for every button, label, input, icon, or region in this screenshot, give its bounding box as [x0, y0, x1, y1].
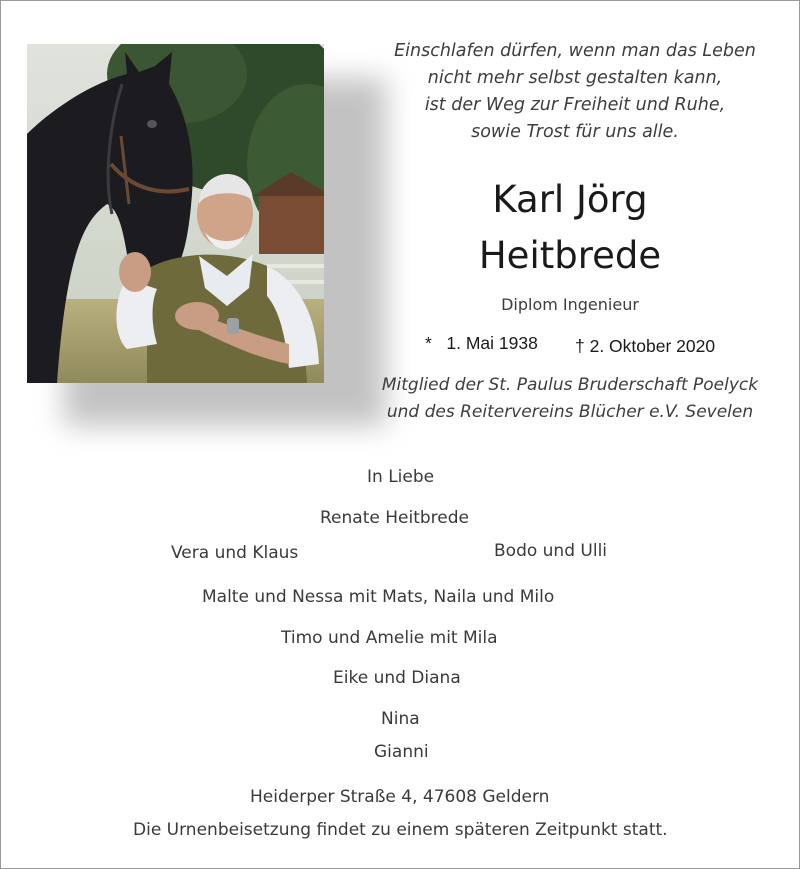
academic-title: Diplom Ingenieur — [501, 295, 639, 314]
death-date: † 2. Oktober 2020 — [575, 336, 716, 356]
birth-date: * 1. Mai 1938 — [425, 333, 538, 353]
poem-line: sowie Trost für uns alle. — [471, 122, 679, 142]
grandchild-family: Timo und Amelie mit Mila — [281, 628, 498, 648]
grandchild-name: Gianni — [374, 742, 429, 762]
membership-line: Mitglied der St. Paulus Bruderschaft Poelyck — [381, 375, 759, 395]
grandchild-family: Malte und Nessa mit Mats, Naila und Milo — [202, 587, 555, 607]
last-name: Heitbrede — [478, 234, 662, 277]
first-name: Karl Jörg — [492, 178, 648, 221]
poem — [370, 38, 780, 146]
deceased-name — [420, 172, 720, 284]
grandchild-family: Eike und Diana — [333, 668, 461, 688]
poem-line: nicht mehr selbst gestalten kann, — [427, 68, 723, 88]
portrait-photo — [27, 44, 324, 383]
child-family: Bodo und Ulli — [494, 541, 608, 561]
poem-line: ist der Weg zur Freiheit und Ruhe, — [424, 95, 726, 115]
memberships — [360, 372, 780, 426]
child-family: Vera und Klaus — [171, 543, 299, 563]
address: Heiderper Straße 4, 47608 Geldern — [250, 787, 550, 807]
photo-man-with-horse — [27, 44, 324, 383]
poem-line: Einschlafen dürfen, wenn man das Leben — [394, 41, 756, 61]
family-intro: In Liebe — [367, 467, 435, 487]
spouse-name: Renate Heitbrede — [320, 508, 469, 528]
burial-note: Die Urnenbeisetzung findet zu einem späteren Zeitpunkt statt. — [133, 820, 668, 840]
membership-line: und des Reitervereins Blücher e.V. Sevelen — [386, 402, 754, 422]
grandchild-name: Nina — [381, 709, 420, 729]
